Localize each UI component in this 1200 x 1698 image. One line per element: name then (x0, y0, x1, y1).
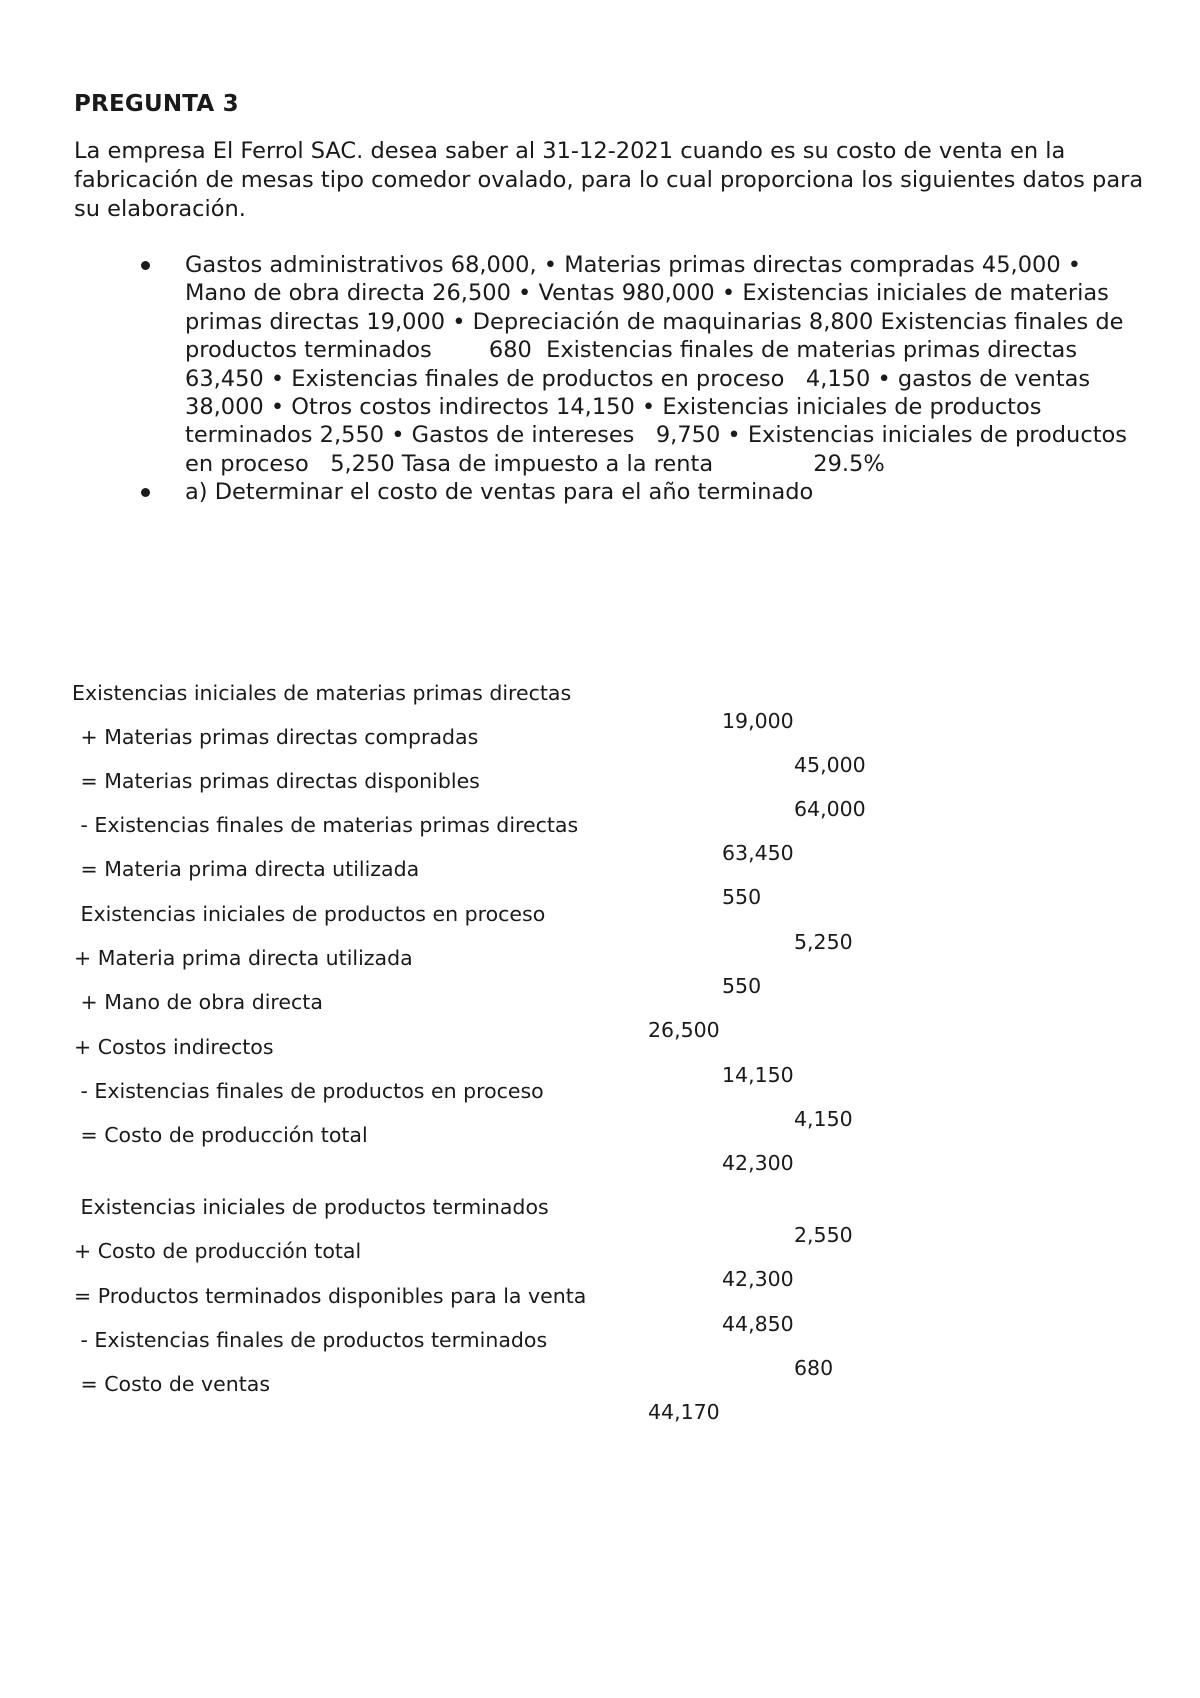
task-text: a) Determinar el costo de ventas para el año terminado (185, 479, 814, 506)
calc-label: = Productos terminados disponibles para la venta (74, 1284, 587, 1308)
calc-amount: 42,300 (722, 1151, 794, 1175)
calc-row (0, 783, 794, 865)
calc-amount: 4,150 (794, 1107, 853, 1131)
calc-row (0, 1093, 794, 1175)
calc-label: + Materia prima directa utilizada (74, 946, 413, 970)
calc-label: Existencias iniciales de productos en proceso (74, 902, 546, 926)
calc-label: + Mano de obra directa (74, 990, 323, 1014)
calc-amount: 550 (722, 885, 762, 909)
calc-amount: 550 (722, 974, 762, 998)
calc-amount: 44,170 (648, 1400, 720, 1424)
calc-label: + Materias primas directas compradas (74, 725, 479, 749)
calc-amount: 680 (794, 1356, 834, 1380)
question-title: PREGUNTA 3 (74, 91, 239, 117)
calc-label: Existencias iniciales de materias primas directas (72, 681, 572, 705)
calc-label: + Costos indirectos (74, 1035, 274, 1059)
calc-row (0, 651, 794, 733)
calc-amount: 63,450 (722, 841, 794, 865)
calc-row (0, 960, 720, 1042)
calc-amount: 2,550 (794, 1223, 853, 1247)
problem-statement: La empresa El Ferrol SAC. desea saber al 31-12-2021 cuando es su costo de venta en la fabricación de mesas tipo comedor ovalado, para lo cual proporciona los siguientes datos para su elaboración. (74, 138, 1144, 222)
calc-label: = Costo de producción total (74, 1123, 368, 1147)
calc-amount: 45,000 (794, 753, 866, 777)
calc-label: - Existencias finales de productos en proceso (74, 1079, 544, 1103)
calc-label: = Costo de ventas (74, 1372, 271, 1396)
calc-amount: 26,500 (648, 1018, 720, 1042)
calc-amount: 19,000 (722, 709, 794, 733)
calc-amount: 44,850 (722, 1312, 794, 1336)
calc-label: + Costo de producción total (74, 1239, 362, 1263)
calc-label: - Existencias finales de productos terminados (74, 1328, 548, 1352)
calc-row (0, 916, 762, 998)
calc-amount: 64,000 (794, 797, 866, 821)
calc-row (0, 1342, 720, 1424)
calc-row (0, 1209, 794, 1291)
data-list-text: Gastos administrativos 68,000, • Materias primas directas compradas 45,000 • Mano de obra directa 26,500 • Ventas 980,000 • Existencias iniciales de materias primas directas 19,000 • Depreciación de maquinarias 8,800 Existencias finales de productos terminados 680 Existencias finales de materias primas directas 63,450 • Existencias finales de productos en proceso 4,150 • gastos de ventas 38,000 • Otros costos indirectos 14,150 • Existencias iniciales de productos terminados 2,550 • Gastos de intereses 9,750 • Existencias iniciales de productos en proceso 5,250 Tasa de impuesto a la renta 29.5% (185, 252, 1135, 477)
calc-amount: 42,300 (722, 1267, 794, 1291)
calc-label: = Materia prima directa utilizada (74, 857, 420, 881)
calc-amount: 5,250 (794, 930, 853, 954)
calc-row (0, 1165, 853, 1247)
calc-amount: 14,150 (722, 1063, 794, 1087)
calc-label: = Materias primas directas disponibles (74, 769, 480, 793)
calc-label: Existencias iniciales de productos terminados (74, 1195, 549, 1219)
calc-label: - Existencias finales de materias primas directas (74, 813, 579, 837)
